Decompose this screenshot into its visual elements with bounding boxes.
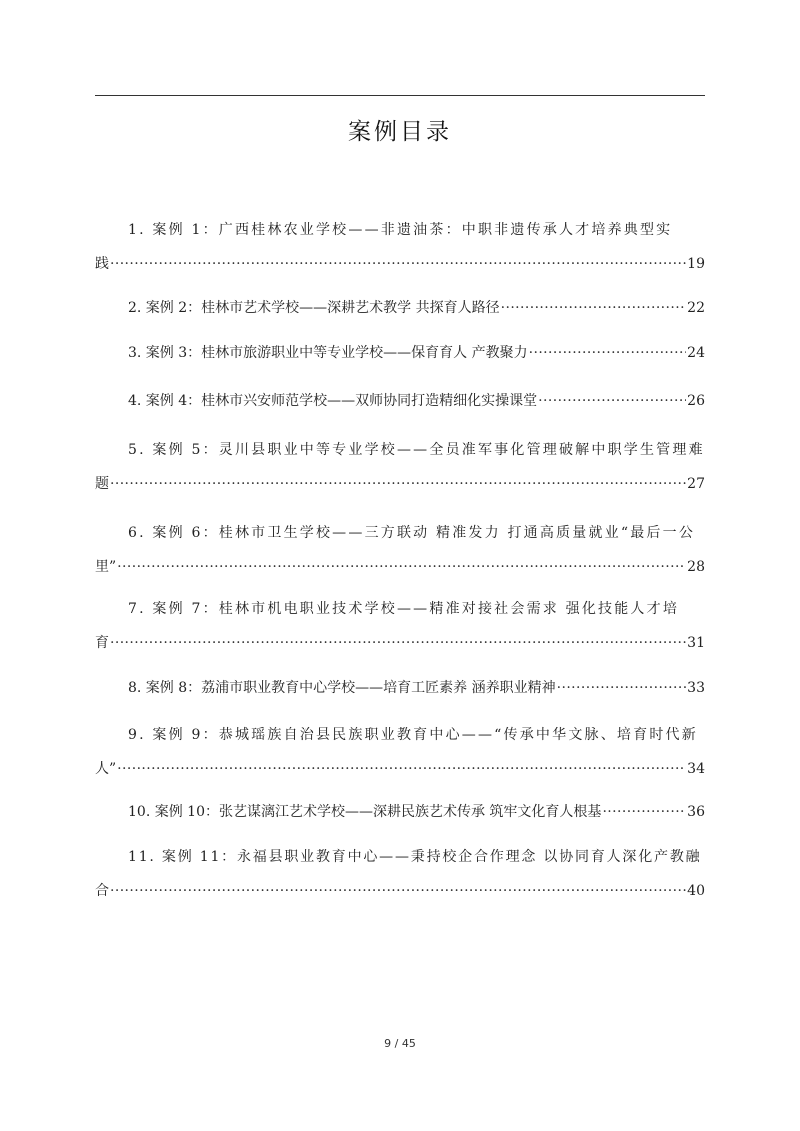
toc-entry-title: 4. 案例 4：桂林市兴安师范学校——双师协同打造精细化实操课堂 [128,393,538,409]
toc-entry-line [95,388,705,414]
toc-entry-line [95,251,705,277]
dot-leader [117,554,686,580]
toc-entry-line [95,471,705,497]
toc-page-number: 28 [687,559,705,575]
dot-leader [110,471,686,497]
toc-entry-10[interactable] [95,799,705,825]
dot-leader [501,295,687,321]
toc-page-number: 40 [687,883,705,899]
dot-leader [538,388,686,414]
toc-entry-title-continued: 合 [95,883,109,899]
toc-page-number: 27 [687,476,705,492]
toc-page-number: 22 [687,300,705,316]
toc-page-number: 36 [687,804,705,820]
toc-entry-title: 5. 案例 5：灵川县职业中等专业学校——全员准军事化管理破解中职学生管理难 [128,442,705,458]
toc-entry-line [95,340,705,366]
toc-entry-title: 10. 案例 10：张艺谋漓江艺术学校——深耕民族艺术传承 筑牢文化育人根基 [128,804,602,820]
dot-leader [602,799,686,825]
toc-entry-line [95,554,705,580]
toc-entry-2[interactable] [95,295,705,321]
toc-page-number: 26 [687,393,705,409]
toc-entry-line [95,799,705,825]
toc-entry-title-continued: 人” [95,761,117,777]
toc-entry-title-continued: 里” [95,559,117,575]
toc-page-number: 19 [687,256,705,272]
dot-leader [117,756,686,782]
toc-entry-8[interactable] [95,675,705,701]
header-rule [95,95,705,96]
toc-entry-title: 8. 案例 8：荔浦市职业教育中心学校——培育工匠素养 涵养职业精神 [128,680,556,696]
toc-entry-title: 3. 案例 3：桂林市旅游职业中等专业学校——保育育人 产教聚力 [128,345,528,361]
toc-entry-4[interactable] [95,388,705,414]
toc-page-number: 24 [687,345,705,361]
toc-entry-line [95,722,705,748]
toc-entry-title: 7. 案例 7：桂林市机电职业技术学校——精准对接社会需求 强化技能人才培 [128,601,680,617]
page-number-footer: 9 / 45 [384,1037,416,1050]
toc-page-number: 34 [687,761,705,777]
toc-entry-line [95,630,705,656]
toc-entry-line [95,844,705,870]
toc-entry-title: 9. 案例 9：恭城瑶族自治县民族职业教育中心——“传承中华文脉、培育时代新 [128,727,698,743]
toc-entry-6[interactable] [95,520,705,580]
toc-entry-title: 6. 案例 6：桂林市卫生学校——三方联动 精准发力 打通高质量就业“最后一公 [128,525,696,541]
toc-page-number: 31 [687,635,705,651]
toc-entry-line [95,675,705,701]
toc-entry-title-continued: 育 [95,635,109,651]
toc-entry-title-continued: 题 [95,476,109,492]
toc-entry-line [95,878,705,904]
dot-leader [110,630,686,656]
dot-leader [557,675,687,701]
toc-entry-title: 2. 案例 2：桂林市艺术学校——深耕艺术教学 共探育人路径 [128,300,500,316]
toc-entry-1[interactable] [95,217,705,277]
toc-entry-7[interactable] [95,596,705,656]
toc-entry-line [95,295,705,321]
toc-entry-11[interactable] [95,844,705,904]
dot-leader [110,251,686,277]
toc-entry-line [95,437,705,463]
dot-leader [110,878,686,904]
toc-page-number: 33 [687,680,705,696]
toc-entry-line [95,756,705,782]
page-title: 案例目录 [348,119,452,145]
toc-entry-line [95,596,705,622]
toc-entry-3[interactable] [95,340,705,366]
dot-leader [529,340,687,366]
toc-entry-9[interactable] [95,722,705,782]
toc-entry-title: 11. 案例 11：永福县职业教育中心——秉持校企合作理念 以协同育人深化产教融 [128,849,702,865]
toc-entry-title: 1. 案例 1：广西桂林农业学校——非遗油茶：中职非遗传承人才培养典型实 [128,222,673,238]
toc-entry-line [95,520,705,546]
toc-entry-5[interactable] [95,437,705,497]
toc-entry-title-continued: 践 [95,256,109,272]
toc-entry-line [95,217,705,243]
